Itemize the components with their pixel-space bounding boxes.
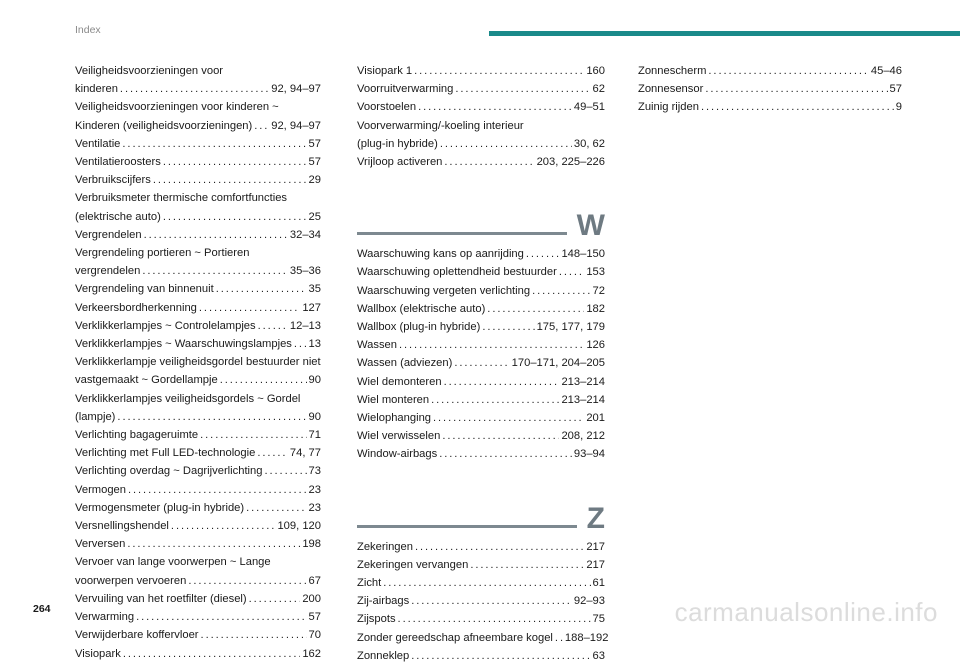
index-entry-text: Verklikkerlampje veiligheidsgordel bestuurder niet [75, 356, 321, 369]
index-entry [75, 62, 321, 98]
index-entry-term: (elektrische auto) [75, 210, 161, 223]
index-entry-term: Zonder gereedschap afneembare kogel [357, 631, 553, 644]
index-entry [357, 556, 605, 574]
index-entry-term: Wassen [357, 339, 397, 352]
index-entry-term: Voorruitverwarming [357, 83, 454, 96]
index-entry [357, 629, 609, 647]
dot-leader [144, 226, 288, 244]
index-entry-pages: 49–51 [573, 101, 605, 114]
dot-leader [399, 336, 584, 354]
index-entry [357, 354, 605, 372]
index-entry-pages: 35 [308, 283, 321, 296]
index-entry-term: Verklikkerlampjes ~ Waarschuwingslampjes [75, 338, 292, 351]
index-entry-pages: 208, 212 [561, 430, 605, 443]
dot-leader [414, 62, 584, 80]
index-entry [75, 280, 321, 298]
index-entry-term: Zonneklep [357, 649, 410, 662]
index-entry [357, 318, 605, 336]
index-entry-pages: 217 [586, 558, 605, 571]
section-letter: W [576, 209, 605, 243]
index-entry [357, 391, 605, 409]
dot-leader [487, 300, 584, 318]
index-entry [357, 80, 605, 98]
index-entry-pages: 153 [586, 266, 605, 279]
index-entry-term: Zuinig rijden [638, 101, 699, 114]
index-entry-term: (plug-in hybride) [357, 137, 438, 150]
dot-leader [532, 282, 590, 300]
dot-leader [482, 318, 534, 336]
index-column-1 [75, 62, 321, 663]
index-entry-term: Wallbox (plug-in hybride) [357, 321, 481, 334]
section-divider [357, 232, 567, 235]
index-entry-term: Zicht [357, 577, 382, 590]
index-entry-pages: 71 [308, 429, 321, 442]
index-entry-term: Zekeringen vervangen [357, 558, 469, 571]
index-entry-pages: 126 [586, 339, 605, 352]
section-letter: Z [586, 501, 605, 535]
dot-leader [439, 445, 572, 463]
dot-leader [444, 373, 560, 391]
index-entry-text: Veiligheidsvoorzieningen voor kinderen ~ [75, 101, 279, 114]
index-entry-term: Zijspots [357, 613, 396, 626]
dot-leader [163, 208, 307, 226]
index-entry-pages: 57 [308, 137, 321, 150]
index-entry-text: Veiligheidsvoorzieningen voor [75, 65, 224, 77]
index-entry-term: Window-airbags [357, 448, 438, 461]
dot-leader [470, 556, 584, 574]
dot-leader [431, 391, 559, 409]
index-entry-term: Vermogensmeter (plug-in hybride) [75, 501, 245, 514]
index-entry [75, 390, 321, 426]
index-entry [75, 608, 321, 626]
index-entry-text: Verklikkerlampjes veiligheidsgordels ~ Gordel [75, 392, 301, 405]
dot-leader [701, 98, 894, 116]
index-entry [357, 153, 605, 171]
index-entry [357, 592, 605, 610]
dot-leader [201, 626, 307, 644]
dot-leader [705, 80, 887, 98]
index-entry-pages: 201 [586, 412, 605, 425]
index-entry-pages: 70 [308, 629, 321, 642]
dot-leader [398, 610, 591, 628]
dot-leader [555, 629, 563, 647]
index-entry [357, 610, 605, 628]
section-divider [357, 525, 577, 528]
index-entry-pages: 62 [592, 83, 605, 96]
index-entry-term: Zekeringen [357, 540, 413, 553]
index-entry-term: Vermogen [75, 483, 126, 496]
index-entry-text: Vergrendeling portieren ~ Portieren [75, 247, 250, 260]
dot-leader [708, 62, 868, 80]
index-entry-pages: 148–150 [561, 248, 605, 261]
index-entry-pages: 25 [308, 210, 321, 223]
index-entry-pages: 213–214 [561, 375, 605, 388]
index-entry-pages: 63 [592, 649, 605, 662]
index-entry-term: (lampje) [75, 410, 116, 423]
index-entry [75, 335, 321, 353]
dot-leader [455, 80, 590, 98]
index-entry-term: Ventilatie [75, 137, 121, 150]
dot-leader [136, 608, 306, 626]
index-entry-term: Wiel verwisselen [357, 430, 441, 443]
index-entry [638, 62, 902, 80]
index-entry-term: Waarschuwing vergeten verlichting [357, 284, 531, 297]
index-entry-pages: 73 [308, 465, 321, 478]
index-entry [75, 426, 321, 444]
index-entry-pages: 72 [592, 284, 605, 297]
index-entry [357, 538, 605, 556]
dot-leader [120, 80, 269, 98]
index-entry [75, 481, 321, 499]
index-entry [75, 98, 321, 134]
index-entry-pages: 57 [308, 156, 321, 169]
dot-leader [117, 408, 306, 426]
index-entry-pages: 160 [586, 65, 605, 77]
dot-leader [418, 98, 572, 116]
index-entry-pages: 170–171, 204–205 [511, 357, 605, 370]
index-entry-pages: 188–192 [564, 631, 609, 644]
index-entry [75, 535, 321, 553]
index-entry-text: Voorverwarming/-koeling interieur [357, 119, 524, 132]
index-entry-pages: 75 [592, 613, 605, 626]
index-entry-text: Vervoer van lange voorwerpen ~ Lange [75, 556, 271, 569]
index-entry-pages: 162 [302, 647, 321, 660]
dot-leader [123, 645, 301, 663]
dot-leader [526, 245, 560, 263]
index-entry-pages: 12–13 [289, 319, 321, 332]
index-entry [357, 245, 605, 263]
index-entry-pages: 213–214 [561, 393, 605, 406]
dot-leader [216, 280, 307, 298]
dot-leader [249, 590, 301, 608]
index-entry-term: vastgemaakt ~ Gordellampje [75, 374, 218, 387]
index-entry [75, 244, 321, 280]
index-entry-pages: 200 [302, 592, 321, 605]
index-entry-term: Waarschuwing kans op aanrijding [357, 248, 524, 261]
index-entry-term: Verversen [75, 538, 126, 551]
index-entry [357, 300, 605, 318]
index-entry [75, 226, 321, 244]
index-entry-pages: 57 [889, 83, 902, 96]
index-entry-term: vergrendelen [75, 265, 141, 278]
dot-leader [220, 371, 307, 389]
dot-leader [411, 592, 572, 610]
index-entry-pages: 13 [308, 338, 321, 351]
index-entry-term: Wiel monteren [357, 393, 430, 406]
index-entry-pages: 74, 77 [289, 447, 321, 460]
index-entry-term: Wielophanging [357, 412, 432, 425]
dot-leader [294, 335, 307, 353]
dot-leader [440, 135, 572, 153]
dot-leader [122, 135, 306, 153]
index-entry [75, 499, 321, 517]
index-entry [75, 444, 321, 462]
index-entry [75, 171, 321, 189]
index-entry-term: Zonnescherm [638, 65, 707, 77]
index-entry [75, 626, 321, 644]
index-entry-pages: 93–94 [573, 448, 605, 461]
index-entry [357, 409, 605, 427]
index-entry-term: voorwerpen vervoeren [75, 574, 187, 587]
index-entry [75, 590, 321, 608]
index-entry-pages: 23 [308, 483, 321, 496]
dot-leader [127, 535, 300, 553]
index-entry-pages: 92, 94–97 [271, 119, 321, 132]
index-entry [357, 282, 605, 300]
dot-leader [199, 299, 300, 317]
index-entry [75, 135, 321, 153]
index-entry-pages: 127 [302, 301, 321, 314]
page-number: 264 [33, 603, 51, 615]
index-entry-term: Vervuiling van het roetfilter (diesel) [75, 592, 247, 605]
index-column-3 [638, 62, 902, 117]
index-entry [75, 153, 321, 171]
index-entry-term: Verkeersbordherkenning [75, 301, 197, 314]
dot-leader [415, 538, 584, 556]
index-entry-term: Vrijloop activeren [357, 156, 443, 169]
dot-leader [454, 354, 509, 372]
index-entry [357, 574, 605, 592]
index-entry-pages: 92–93 [573, 595, 605, 608]
index-entry-pages: 45–46 [870, 65, 902, 77]
header-label: Index [75, 24, 101, 36]
index-entry-term: Wallbox (elektrische auto) [357, 302, 486, 315]
index-entry-term: Versnellingshendel [75, 520, 169, 533]
index-entry-term: Verlichting bagageruimte [75, 429, 199, 442]
index-entry [75, 299, 321, 317]
index-entry-term: Verlichting overdag ~ Dagrijverlichting [75, 465, 263, 478]
dot-leader [163, 153, 307, 171]
index-entry-pages: 23 [308, 501, 321, 514]
index-entry-term: Verbruikscijfers [75, 174, 151, 187]
index-entry [357, 427, 605, 445]
index-entry [75, 189, 321, 225]
dot-leader [200, 426, 306, 444]
index-entry [75, 462, 321, 480]
dot-leader [246, 499, 306, 517]
index-entry-pages: 175, 177, 179 [536, 321, 605, 334]
index-entry [75, 645, 321, 663]
index-entry [75, 353, 321, 389]
index-entry [638, 80, 902, 98]
index-entry-term: Verwarming [75, 611, 135, 624]
dot-leader [254, 117, 269, 135]
index-entry [357, 117, 605, 153]
dot-leader [153, 171, 307, 189]
index-entry [75, 317, 321, 335]
dot-leader [433, 409, 584, 427]
dot-leader [265, 462, 307, 480]
index-entry-pages: 198 [302, 538, 321, 551]
index-entry [75, 553, 321, 589]
dot-leader [188, 572, 306, 590]
dot-leader [257, 444, 288, 462]
index-entry-term: Zonnesensor [638, 83, 704, 96]
index-entry-text: Verbruiksmeter thermische comfortfuncties [75, 192, 288, 205]
header-accent-bar [489, 31, 960, 36]
index-entry [357, 445, 605, 463]
index-entry [357, 647, 605, 665]
section-heading [357, 490, 605, 534]
index-entry-pages: 109, 120 [277, 520, 321, 533]
index-entry-term: Kinderen (veiligheidsvoorzieningen) [75, 119, 253, 132]
index-entry-pages: 67 [308, 574, 321, 587]
index-entry [357, 373, 605, 391]
index-entry [75, 517, 321, 535]
index-entry-pages: 35–36 [289, 265, 321, 278]
section-heading [357, 197, 605, 241]
dot-leader [258, 317, 288, 335]
index-entry-term: Voorstoelen [357, 101, 417, 114]
dot-leader [142, 262, 288, 280]
index-entry-term: Zij-airbags [357, 595, 410, 608]
index-entry-pages: 9 [895, 101, 902, 114]
dot-leader [559, 263, 584, 281]
index-entry-pages: 217 [586, 540, 605, 553]
index-entry-term: Waarschuwing oplettendheid bestuurder [357, 266, 557, 279]
index-entry-term: Vergrendeling van binnenuit [75, 283, 214, 296]
index-entry-pages: 182 [586, 302, 605, 315]
index-entry-pages: 90 [308, 374, 321, 387]
index-entry-pages: 57 [308, 611, 321, 624]
index-entry-term: Verklikkerlampjes ~ Controlelampjes [75, 319, 256, 332]
index-entry-term: Ventilatieroosters [75, 156, 161, 169]
dot-leader [128, 481, 307, 499]
dot-leader [383, 574, 590, 592]
index-entry-pages: 92, 94–97 [271, 83, 321, 96]
index-entry [638, 98, 902, 116]
index-entry-term: kinderen [75, 83, 118, 96]
index-entry-pages: 90 [308, 410, 321, 423]
index-entry-pages: 61 [592, 577, 605, 590]
dot-leader [171, 517, 276, 535]
index-entry [357, 336, 605, 354]
index-entry-pages: 30, 62 [573, 137, 605, 150]
index-entry-term: Verlichting met Full LED-technologie [75, 447, 256, 460]
dot-leader [444, 153, 534, 171]
index-entry-pages: 32–34 [289, 228, 321, 241]
index-entry [357, 263, 605, 281]
index-entry-pages: 29 [308, 174, 321, 187]
index-entry [357, 98, 605, 116]
index-column-2 [357, 62, 609, 665]
index-entry-term: Verwijderbare koffervloer [75, 629, 199, 642]
index-entry [357, 62, 605, 80]
index-entry-term: Visiopark [75, 647, 121, 660]
dot-leader [411, 647, 590, 665]
index-entry-term: Wiel demonteren [357, 375, 442, 388]
index-entry-term: Wassen (adviezen) [357, 357, 453, 370]
watermark: carmanualsonline.info [674, 597, 938, 627]
dot-leader [442, 427, 559, 445]
index-entry-pages: 203, 225–226 [536, 156, 605, 169]
index-entry-term: Visiopark 1 [357, 65, 413, 77]
index-entry-term: Vergrendelen [75, 228, 142, 241]
